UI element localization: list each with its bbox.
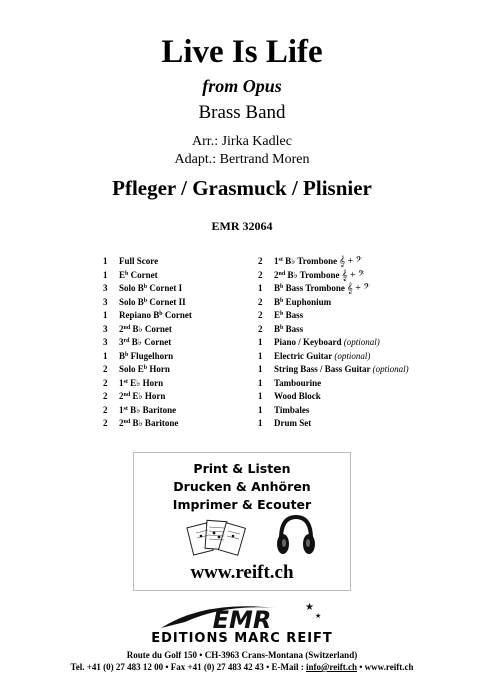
instrument-name: $B^b$ Euphonium (274, 296, 332, 307)
publisher-name: EDITIONS MARC REIFT (151, 631, 333, 646)
score-title: Live Is Life (161, 34, 323, 70)
logo-emr-text: EMR (212, 606, 272, 634)
publisher-address: Route du Golf 150 • CH-3963 Crans-Montana (Switzerland) (126, 650, 358, 660)
instrument-quantity: 2 (258, 296, 263, 307)
instrument-quantity: 1 (103, 256, 108, 266)
instrument-quantity: 1 (258, 404, 263, 415)
instrument-name: Solo $B^b$ Cornet II (119, 296, 186, 307)
instrument-name: Solo $B^b$ Cornet I (119, 283, 183, 293)
instrument-name: $E^b$ Bass (274, 310, 304, 320)
instrument-quantity: 2 (103, 391, 108, 401)
instrument-quantity: 1 (258, 377, 263, 388)
instrument-name: $B^b$ Bass Trombone 𝄞 + 𝄢 (274, 283, 370, 294)
instrument-name: 3rd B♭ Cornet (119, 337, 172, 347)
instrument-name: $E^b$ Cornet (119, 269, 158, 280)
instrument-name: Repiano $B^b$ Cornet (119, 310, 192, 320)
instrument-name: 1st B♭ Baritone (119, 404, 177, 415)
instrument-name: Solo $E^b$ Horn (119, 364, 170, 374)
composers-credit: Pfleger / Grasmuck / Plisnier (112, 176, 372, 200)
svg-text:★: ★ (315, 612, 322, 620)
instrument-quantity: 1 (258, 391, 263, 401)
instrument-name: Drum Set (274, 418, 312, 428)
instrument-quantity: 1 (258, 337, 263, 347)
instrument-name: $B^b$ Flugelhorn (119, 350, 174, 361)
instrument-quantity: 2 (258, 269, 263, 280)
instrument-quantity: 3 (103, 337, 108, 347)
instrument-quantity: 1 (258, 418, 263, 428)
catalog-number: EMR 32064 (211, 219, 273, 233)
instrument-quantity: 1 (103, 350, 108, 361)
promo-line-french: Imprimer & Ecouter (172, 497, 312, 512)
arranger-credit: Arr.: Jirka Kadlec (192, 134, 292, 149)
website-link[interactable]: www.reift.ch (190, 562, 294, 583)
instrument-quantity: 2 (103, 404, 108, 415)
instrument-quantity: 3 (103, 296, 108, 307)
instrument-name: 1st E♭ Horn (119, 377, 164, 388)
instrument-name: Timbales (274, 404, 310, 415)
ensemble-label: Brass Band (198, 102, 286, 123)
instrument-quantity: 2 (258, 310, 263, 320)
clef-icon: 𝄞 + 𝄢 (339, 256, 363, 267)
instrument-quantity: 2 (103, 364, 108, 374)
email-link[interactable]: info@reift.ch (306, 662, 357, 672)
instrument-name: 2nd B♭ Trombone 𝄞 + 𝄢 (274, 269, 365, 281)
print-listen-box (133, 452, 351, 591)
promo-line-german: Drucken & Anhören (173, 479, 311, 494)
sheet-music-icon (186, 515, 248, 559)
instrument-name: 2nd E♭ Horn (119, 391, 166, 401)
instrument-name: 2nd B♭ Cornet (119, 323, 172, 334)
clef-icon: 𝄞 + 𝄢 (346, 283, 370, 294)
instrument-name: Wood Block (274, 391, 321, 401)
instrument-name: Piano / Keyboard (optional) (274, 337, 380, 347)
instrument-quantity: 3 (103, 283, 108, 293)
headphones-icon (274, 513, 318, 559)
instrument-quantity: 1 (258, 283, 263, 293)
instrument-name: 1st B♭ Trombone 𝄞 + 𝄢 (274, 256, 363, 267)
instrument-name: $B^b$ Bass (274, 323, 304, 334)
instrument-quantity: 2 (258, 323, 263, 334)
promo-line-english: Print & Listen (193, 461, 291, 476)
instrument-quantity: 2 (103, 377, 108, 388)
instrument-quantity: 1 (258, 364, 263, 374)
instrument-name: Full Score (119, 256, 159, 266)
instrument-quantity: 1 (103, 310, 108, 320)
svg-text:★: ★ (305, 602, 314, 613)
instrument-name: Tambourine (274, 377, 322, 388)
clef-icon: 𝄞 + 𝄢 (341, 269, 365, 281)
instrument-quantity: 2 (258, 256, 263, 266)
score-subtitle: from Opus (202, 76, 282, 96)
instrument-name: Electric Guitar (optional) (274, 350, 371, 361)
instrument-quantity: 1 (258, 350, 263, 361)
adapter-credit: Adapt.: Bertrand Moren (174, 152, 310, 167)
instrument-quantity: 1 (103, 269, 108, 280)
publisher-contact (0, 662, 484, 672)
instrument-quantity: 2 (103, 418, 108, 428)
instrument-name: 2nd B♭ Baritone (119, 418, 179, 428)
instrument-quantity: 3 (103, 323, 108, 334)
contact-website[interactable]: • www.reift.ch (356, 662, 414, 672)
instrument-name: String Bass / Bass Guitar (optional) (274, 364, 409, 374)
contact-phone-fax: Tel. +41 (0) 27 483 12 00 • Fax +41 (0) 27 483 42 43 • E-Mail : (70, 662, 307, 672)
